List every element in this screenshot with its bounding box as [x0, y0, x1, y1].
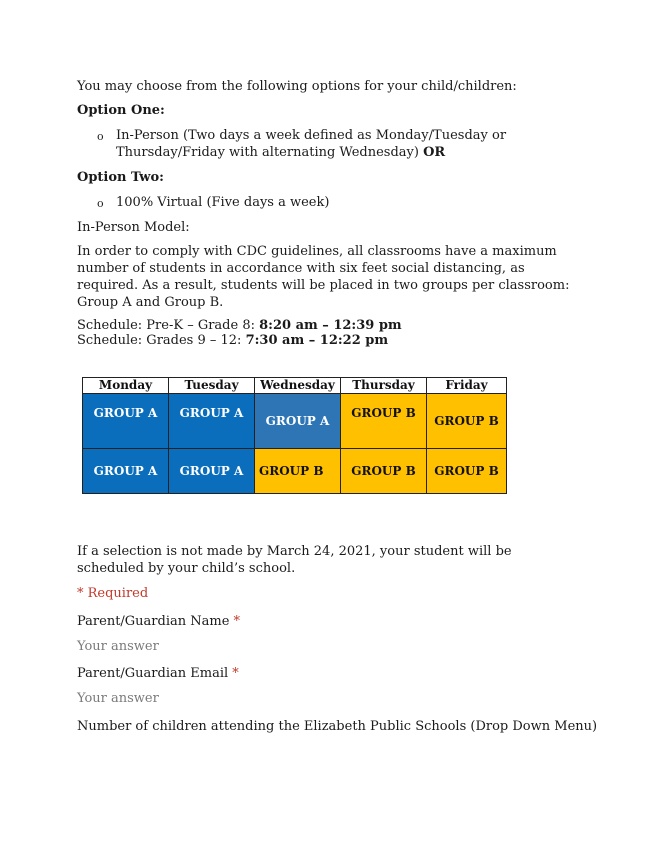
group-cell: GROUP B — [255, 449, 341, 494]
group-cell: GROUP B — [341, 394, 427, 449]
required-asterisk: * — [233, 614, 241, 629]
children-question: Number of children attending the Elizabeth Public Schools (Drop Down Menu) — [77, 719, 598, 734]
email-field-label — [77, 665, 239, 682]
group-schedule-table — [82, 377, 507, 494]
group-cell: GROUP B — [427, 449, 507, 494]
header-friday: Friday — [427, 378, 507, 394]
header-monday: Monday — [83, 378, 169, 394]
group-cell: GROUP A — [83, 394, 169, 449]
required-asterisk: * — [232, 666, 239, 681]
schedule-line-2 — [77, 332, 388, 349]
table-row — [83, 394, 507, 449]
bullet-marker: o — [97, 130, 104, 143]
option-one-line-2-text: Thursday/Friday with alternating Wednesday) — [116, 145, 419, 160]
header-wednesday: Wednesday — [255, 378, 341, 394]
group-cell: GROUP A — [169, 449, 255, 494]
field-label-text: Parent/Guardian Name — [77, 614, 230, 629]
group-cell: GROUP A — [169, 394, 255, 449]
option-one-line-1: In-Person (Two days a week defined as Monday/Tuesday or — [116, 128, 507, 143]
required-note: * Required — [77, 586, 149, 601]
name-field-label — [77, 613, 240, 630]
header-thursday: Thursday — [341, 378, 427, 394]
group-cell: GROUP A — [255, 394, 341, 449]
email-field-placeholder[interactable]: Your answer — [77, 691, 159, 706]
option-one-heading: Option One: — [77, 103, 165, 118]
table-header-row — [83, 378, 507, 394]
selection-note: If a selection is not made by March 24, 2021, your student will be scheduled by your child’s school. — [77, 544, 512, 576]
group-cell: GROUP B — [341, 449, 427, 494]
field-label-text: Parent/Guardian Email — [77, 666, 229, 681]
bullet-marker: o — [97, 197, 104, 210]
schedule-time: 7:30 am – 12:22 pm — [245, 333, 389, 348]
option-one-or: OR — [423, 145, 446, 160]
schedule-label: Schedule: Grades 9 – 12: — [77, 333, 246, 348]
name-field-placeholder[interactable]: Your answer — [77, 639, 159, 654]
group-cell: GROUP B — [427, 394, 507, 449]
model-heading: In-Person Model: — [77, 220, 190, 235]
option-one-line-2 — [116, 144, 445, 161]
model-paragraph: In order to comply with CDC guidelines, all classrooms have a maximum number of students in accordance with six feet social distancing, as required. As a result, students will be placed in two groups per classroom: Group A and Group B. — [77, 244, 570, 310]
group-cell: GROUP A — [83, 449, 169, 494]
option-two-heading: Option Two: — [77, 170, 164, 185]
schedule-time: 8:20 am – 12:39 pm — [259, 318, 402, 333]
intro-text: You may choose from the following options for your child/children: — [77, 79, 517, 94]
header-tuesday: Tuesday — [169, 378, 255, 394]
schedule-label: Schedule: Pre-K – Grade 8: — [77, 318, 260, 333]
option-two-line-1: 100% Virtual (Five days a week) — [116, 195, 330, 210]
table-row — [83, 449, 507, 494]
